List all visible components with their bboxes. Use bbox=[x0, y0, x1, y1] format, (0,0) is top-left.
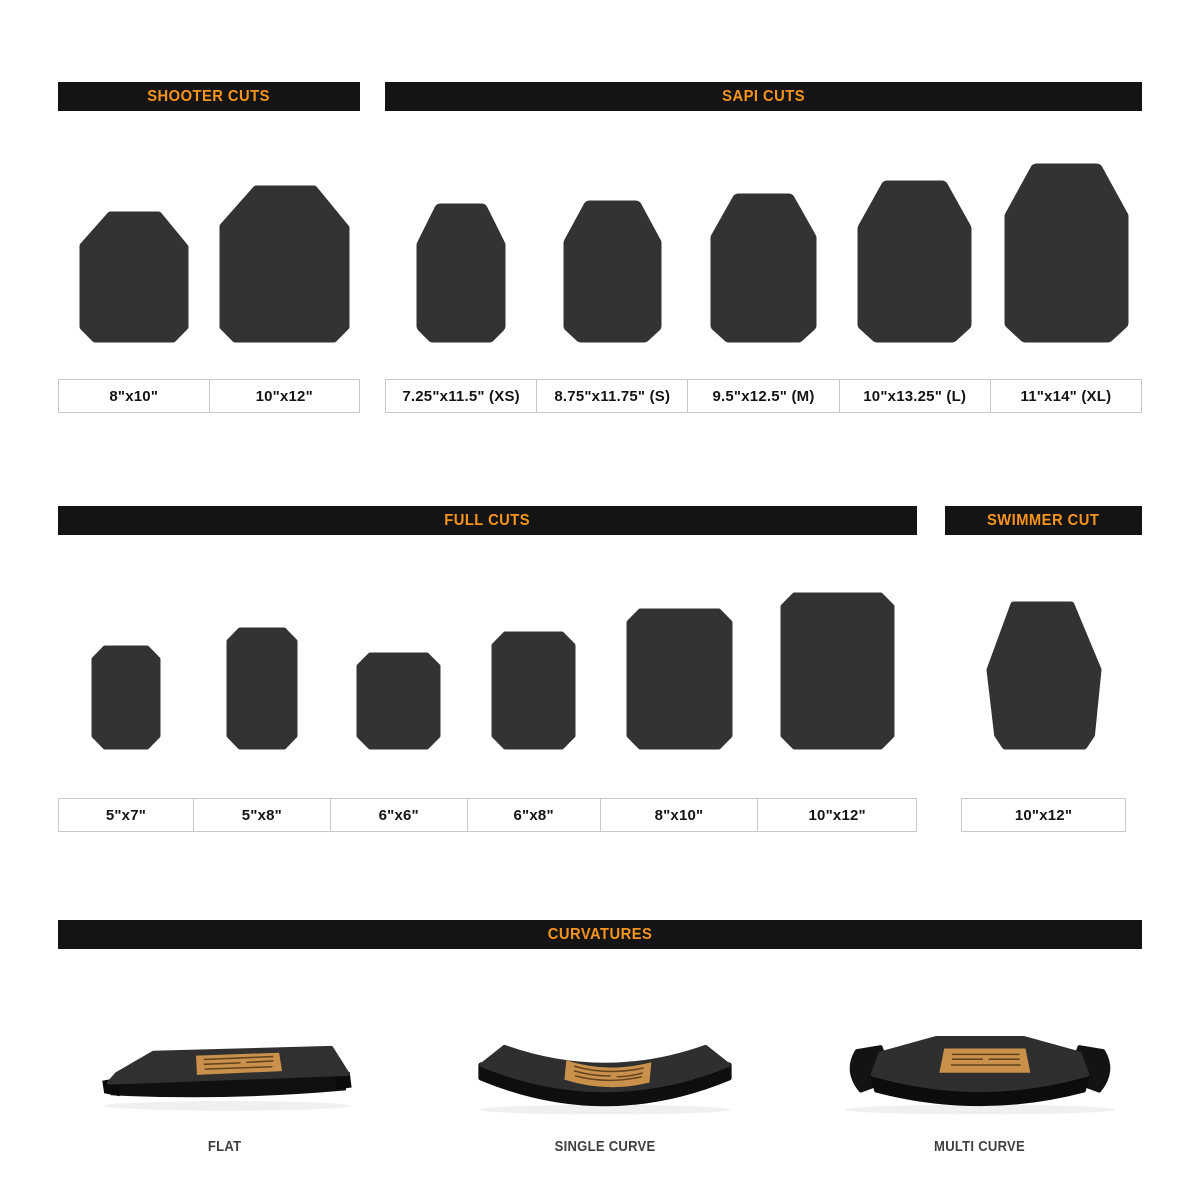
row2-headers bbox=[58, 506, 1142, 535]
full-cuts-group bbox=[58, 535, 917, 832]
curvature-label: FLAT bbox=[208, 1139, 242, 1155]
multi-curve-plate-illustration bbox=[830, 1011, 1130, 1119]
full-plate-8x10 bbox=[626, 608, 733, 750]
sapi-plate-m bbox=[710, 193, 817, 343]
plate-cell bbox=[758, 592, 917, 750]
plate-cell bbox=[58, 211, 209, 343]
shooter-plate-8x10 bbox=[79, 211, 189, 343]
section-header-sapi-cuts bbox=[385, 82, 1142, 111]
plate-cell bbox=[193, 627, 330, 750]
plate-cell bbox=[839, 180, 990, 343]
shooter-plate-10x12 bbox=[219, 185, 350, 343]
full-plate-5x8 bbox=[226, 627, 298, 750]
shooter-size-labels bbox=[58, 379, 360, 413]
full-plate-5x7 bbox=[91, 645, 161, 750]
size-label: 8"x10" bbox=[58, 379, 210, 413]
plate-cell bbox=[991, 163, 1142, 343]
section-header-curvatures bbox=[58, 920, 1142, 949]
section-header-full-cuts bbox=[58, 506, 917, 535]
plate-cell bbox=[688, 193, 839, 343]
size-label: 5"x8" bbox=[193, 798, 331, 832]
shooter-plates bbox=[58, 111, 360, 343]
flat-plate-illustration bbox=[80, 1027, 370, 1119]
size-label: 6"x6" bbox=[330, 798, 468, 832]
section-header-swimmer-cut bbox=[945, 506, 1142, 535]
sapi-plates bbox=[385, 111, 1142, 343]
curvatures-row bbox=[58, 1011, 1142, 1155]
curvature-label: MULTI CURVE bbox=[934, 1139, 1026, 1155]
sapi-cuts-group bbox=[385, 111, 1142, 413]
curvature-multi-curve bbox=[830, 1011, 1130, 1155]
curvature-flat bbox=[80, 1027, 370, 1155]
section-title-swimmer-cut: SWIMMER CUT bbox=[987, 511, 1100, 529]
full-plate-6x8 bbox=[491, 631, 576, 750]
full-size-labels bbox=[58, 798, 917, 832]
row1-headers bbox=[58, 82, 1142, 111]
size-label: 8"x10" bbox=[600, 798, 759, 832]
sapi-plate-l bbox=[857, 180, 972, 343]
sapi-plate-xl bbox=[1004, 163, 1129, 343]
full-plates bbox=[58, 535, 917, 750]
curvature-single-curve bbox=[460, 1019, 750, 1155]
section-title-full-cuts: FULL CUTS bbox=[444, 511, 531, 529]
plate-cell bbox=[385, 203, 536, 343]
size-label: 10"x12" bbox=[209, 379, 361, 413]
section-title-shooter-cuts: SHOOTER CUTS bbox=[147, 87, 271, 105]
swimmer-plate-10x12 bbox=[986, 601, 1102, 750]
swimmer-plates bbox=[945, 535, 1142, 750]
curvature-label: SINGLE CURVE bbox=[554, 1139, 656, 1155]
section-title-curvatures: CURVATURES bbox=[547, 925, 653, 943]
sapi-size-labels bbox=[385, 379, 1142, 413]
sapi-plate-s bbox=[563, 200, 662, 343]
row2-content bbox=[58, 535, 1142, 832]
swimmer-size-labels bbox=[945, 798, 1142, 832]
swimmer-cut-group bbox=[945, 535, 1142, 832]
plate-cell bbox=[467, 631, 600, 750]
size-label: 10"x13.25" (L) bbox=[839, 379, 991, 413]
sapi-plate-xs bbox=[416, 203, 506, 343]
row1-content bbox=[58, 111, 1142, 413]
full-plate-6x6 bbox=[356, 652, 441, 750]
size-label: 8.75"x11.75" (S) bbox=[536, 379, 688, 413]
size-label: 10"x12" bbox=[961, 798, 1126, 832]
size-label: 5"x7" bbox=[58, 798, 194, 832]
size-label: 9.5"x12.5" (M) bbox=[687, 379, 839, 413]
plate-cell bbox=[58, 645, 193, 750]
size-label: 10"x12" bbox=[757, 798, 917, 832]
single-curve-plate-illustration bbox=[460, 1019, 750, 1119]
plate-cell bbox=[945, 601, 1142, 750]
section-header-shooter-cuts bbox=[58, 82, 360, 111]
size-label: 6"x8" bbox=[467, 798, 601, 832]
plate-cell bbox=[209, 185, 360, 343]
size-label: 11"x14" (XL) bbox=[990, 379, 1142, 413]
section-title-sapi-cuts: SAPI CUTS bbox=[722, 87, 805, 105]
full-plate-10x12 bbox=[780, 592, 895, 750]
size-label: 7.25"x11.5" (XS) bbox=[385, 379, 537, 413]
plate-cell bbox=[330, 652, 467, 750]
plate-cell bbox=[536, 200, 687, 343]
shooter-cuts-group bbox=[58, 111, 360, 413]
plate-cell bbox=[600, 608, 758, 750]
